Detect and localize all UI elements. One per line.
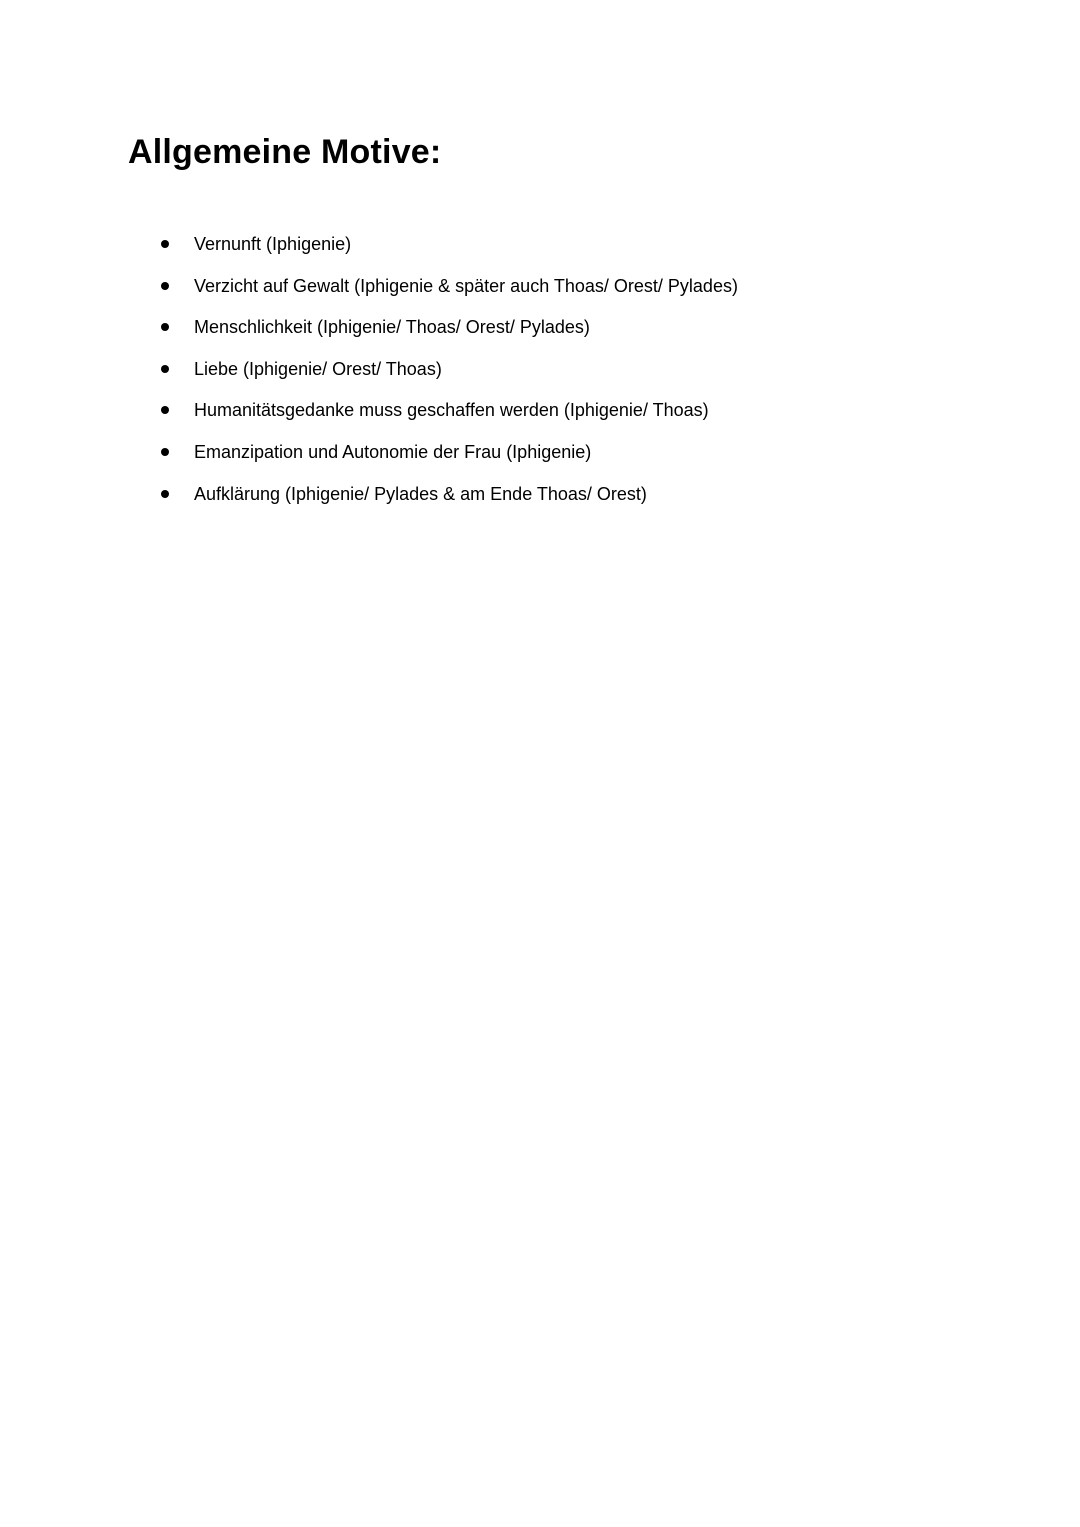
list-item	[0, 266, 1080, 308]
list-item-text: Verzicht auf Gewalt (Iphigenie & später auch Thoas/ Orest/ Pylades)	[194, 275, 738, 296]
list-item-text: Emanzipation und Autonomie der Frau (Iphigenie)	[194, 441, 592, 462]
list-item	[0, 432, 1080, 474]
list-item	[0, 224, 1080, 266]
bullet-icon	[161, 406, 169, 414]
bullet-icon	[161, 365, 169, 373]
list-item-text: Aufklärung (Iphigenie/ Pylades & am Ende Thoas/ Orest)	[194, 483, 647, 504]
list-item	[0, 390, 1080, 432]
list-item	[0, 349, 1080, 391]
list-item-text: Menschlichkeit (Iphigenie/ Thoas/ Orest/ Pylades)	[194, 317, 590, 338]
bullet-icon	[161, 282, 169, 290]
motive-list	[0, 224, 1080, 515]
bullet-icon	[161, 490, 169, 498]
bullet-icon	[161, 240, 169, 248]
list-item	[0, 474, 1080, 516]
page-title: Allgemeine Motive:	[128, 133, 442, 171]
list-item-text: Vernunft (Iphigenie)	[194, 234, 352, 254]
list-item-text: Liebe (Iphigenie/ Orest/ Thoas)	[194, 358, 442, 379]
bullet-icon	[161, 323, 169, 331]
list-item	[0, 307, 1080, 349]
list-item-text: Humanitätsgedanke muss geschaffen werden (Iphigenie/ Thoas)	[194, 400, 709, 421]
bullet-icon	[161, 448, 169, 456]
